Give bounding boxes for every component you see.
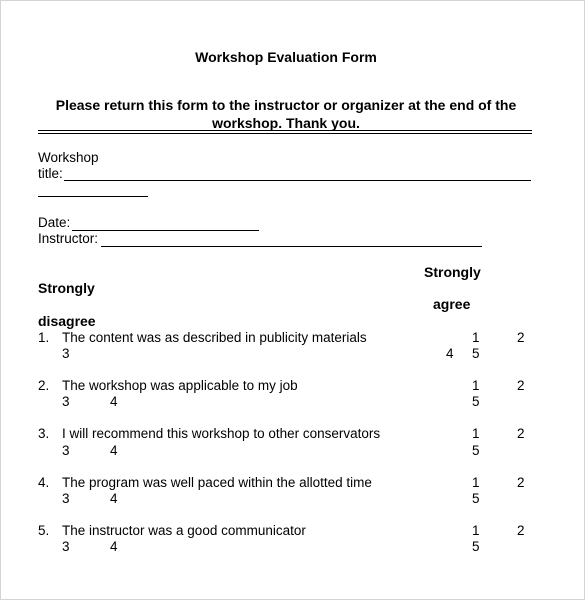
instructor-field[interactable] (101, 246, 482, 247)
workshop-title-field-continued[interactable] (38, 196, 148, 197)
instructor-label: Instructor: (38, 231, 99, 246)
rating-option-5[interactable]: 5 (472, 346, 480, 361)
question-text: The instructor was a good communicator (62, 523, 306, 538)
question-text: The content was as described in publicity materials (62, 330, 367, 345)
rating-option-4[interactable]: 4 (110, 443, 118, 458)
rating-option-3[interactable]: 3 (62, 443, 70, 458)
rating-option-1[interactable]: 1 (472, 475, 480, 490)
rating-option-4[interactable]: 4 (110, 491, 118, 506)
question-number: 5. (38, 523, 50, 538)
rating-option-1[interactable]: 1 (472, 523, 480, 538)
rating-option-1[interactable]: 1 (472, 426, 480, 441)
question-text: The program was well paced within the allotted time (62, 475, 372, 490)
rating-option-5[interactable]: 5 (472, 394, 480, 409)
rating-option-2[interactable]: 2 (517, 426, 525, 441)
instructions-line-2: workshop. Thank you. (212, 115, 360, 131)
rating-option-5[interactable]: 5 (472, 491, 480, 506)
strongly-disagree-label-2: disagree (38, 313, 96, 329)
date-field[interactable] (72, 230, 259, 231)
rating-option-2[interactable]: 2 (517, 475, 525, 490)
rating-option-3[interactable]: 3 (62, 491, 70, 506)
divider-bottom (38, 133, 532, 134)
question-text: I will recommend this workshop to other conservators (62, 426, 381, 441)
workshop-title-field[interactable] (64, 180, 531, 181)
rating-option-4[interactable]: 4 (110, 539, 118, 554)
question-number: 2. (38, 378, 50, 393)
workshop-label: Workshop (38, 150, 99, 165)
question-number: 1. (38, 330, 50, 345)
rating-option-3[interactable]: 3 (62, 539, 70, 554)
rating-option-4[interactable]: 4 (446, 346, 454, 361)
question-text: The workshop was applicable to my job (62, 378, 298, 393)
rating-option-3[interactable]: 3 (62, 394, 70, 409)
rating-option-1[interactable]: 1 (472, 378, 480, 393)
strongly-disagree-label-1: Strongly (38, 280, 95, 296)
rating-option-5[interactable]: 5 (472, 443, 480, 458)
strongly-agree-label-2: agree (433, 296, 471, 312)
rating-option-2[interactable]: 2 (517, 330, 525, 345)
divider-top (38, 130, 532, 131)
rating-option-2[interactable]: 2 (517, 523, 525, 538)
title-label: title: (38, 166, 63, 181)
question-number: 3. (38, 426, 50, 441)
rating-option-4[interactable]: 4 (110, 394, 118, 409)
date-label: Date: (38, 215, 71, 230)
form-title: Workshop Evaluation Form (195, 49, 377, 65)
instructions-line-1: Please return this form to the instructor or organizer at the end of the (55, 97, 517, 113)
strongly-agree-label-1: Strongly (424, 264, 481, 280)
rating-option-3[interactable]: 3 (62, 346, 70, 361)
rating-option-2[interactable]: 2 (517, 378, 525, 393)
question-number: 4. (38, 475, 50, 490)
rating-option-5[interactable]: 5 (472, 539, 480, 554)
rating-option-1[interactable]: 1 (472, 330, 480, 345)
